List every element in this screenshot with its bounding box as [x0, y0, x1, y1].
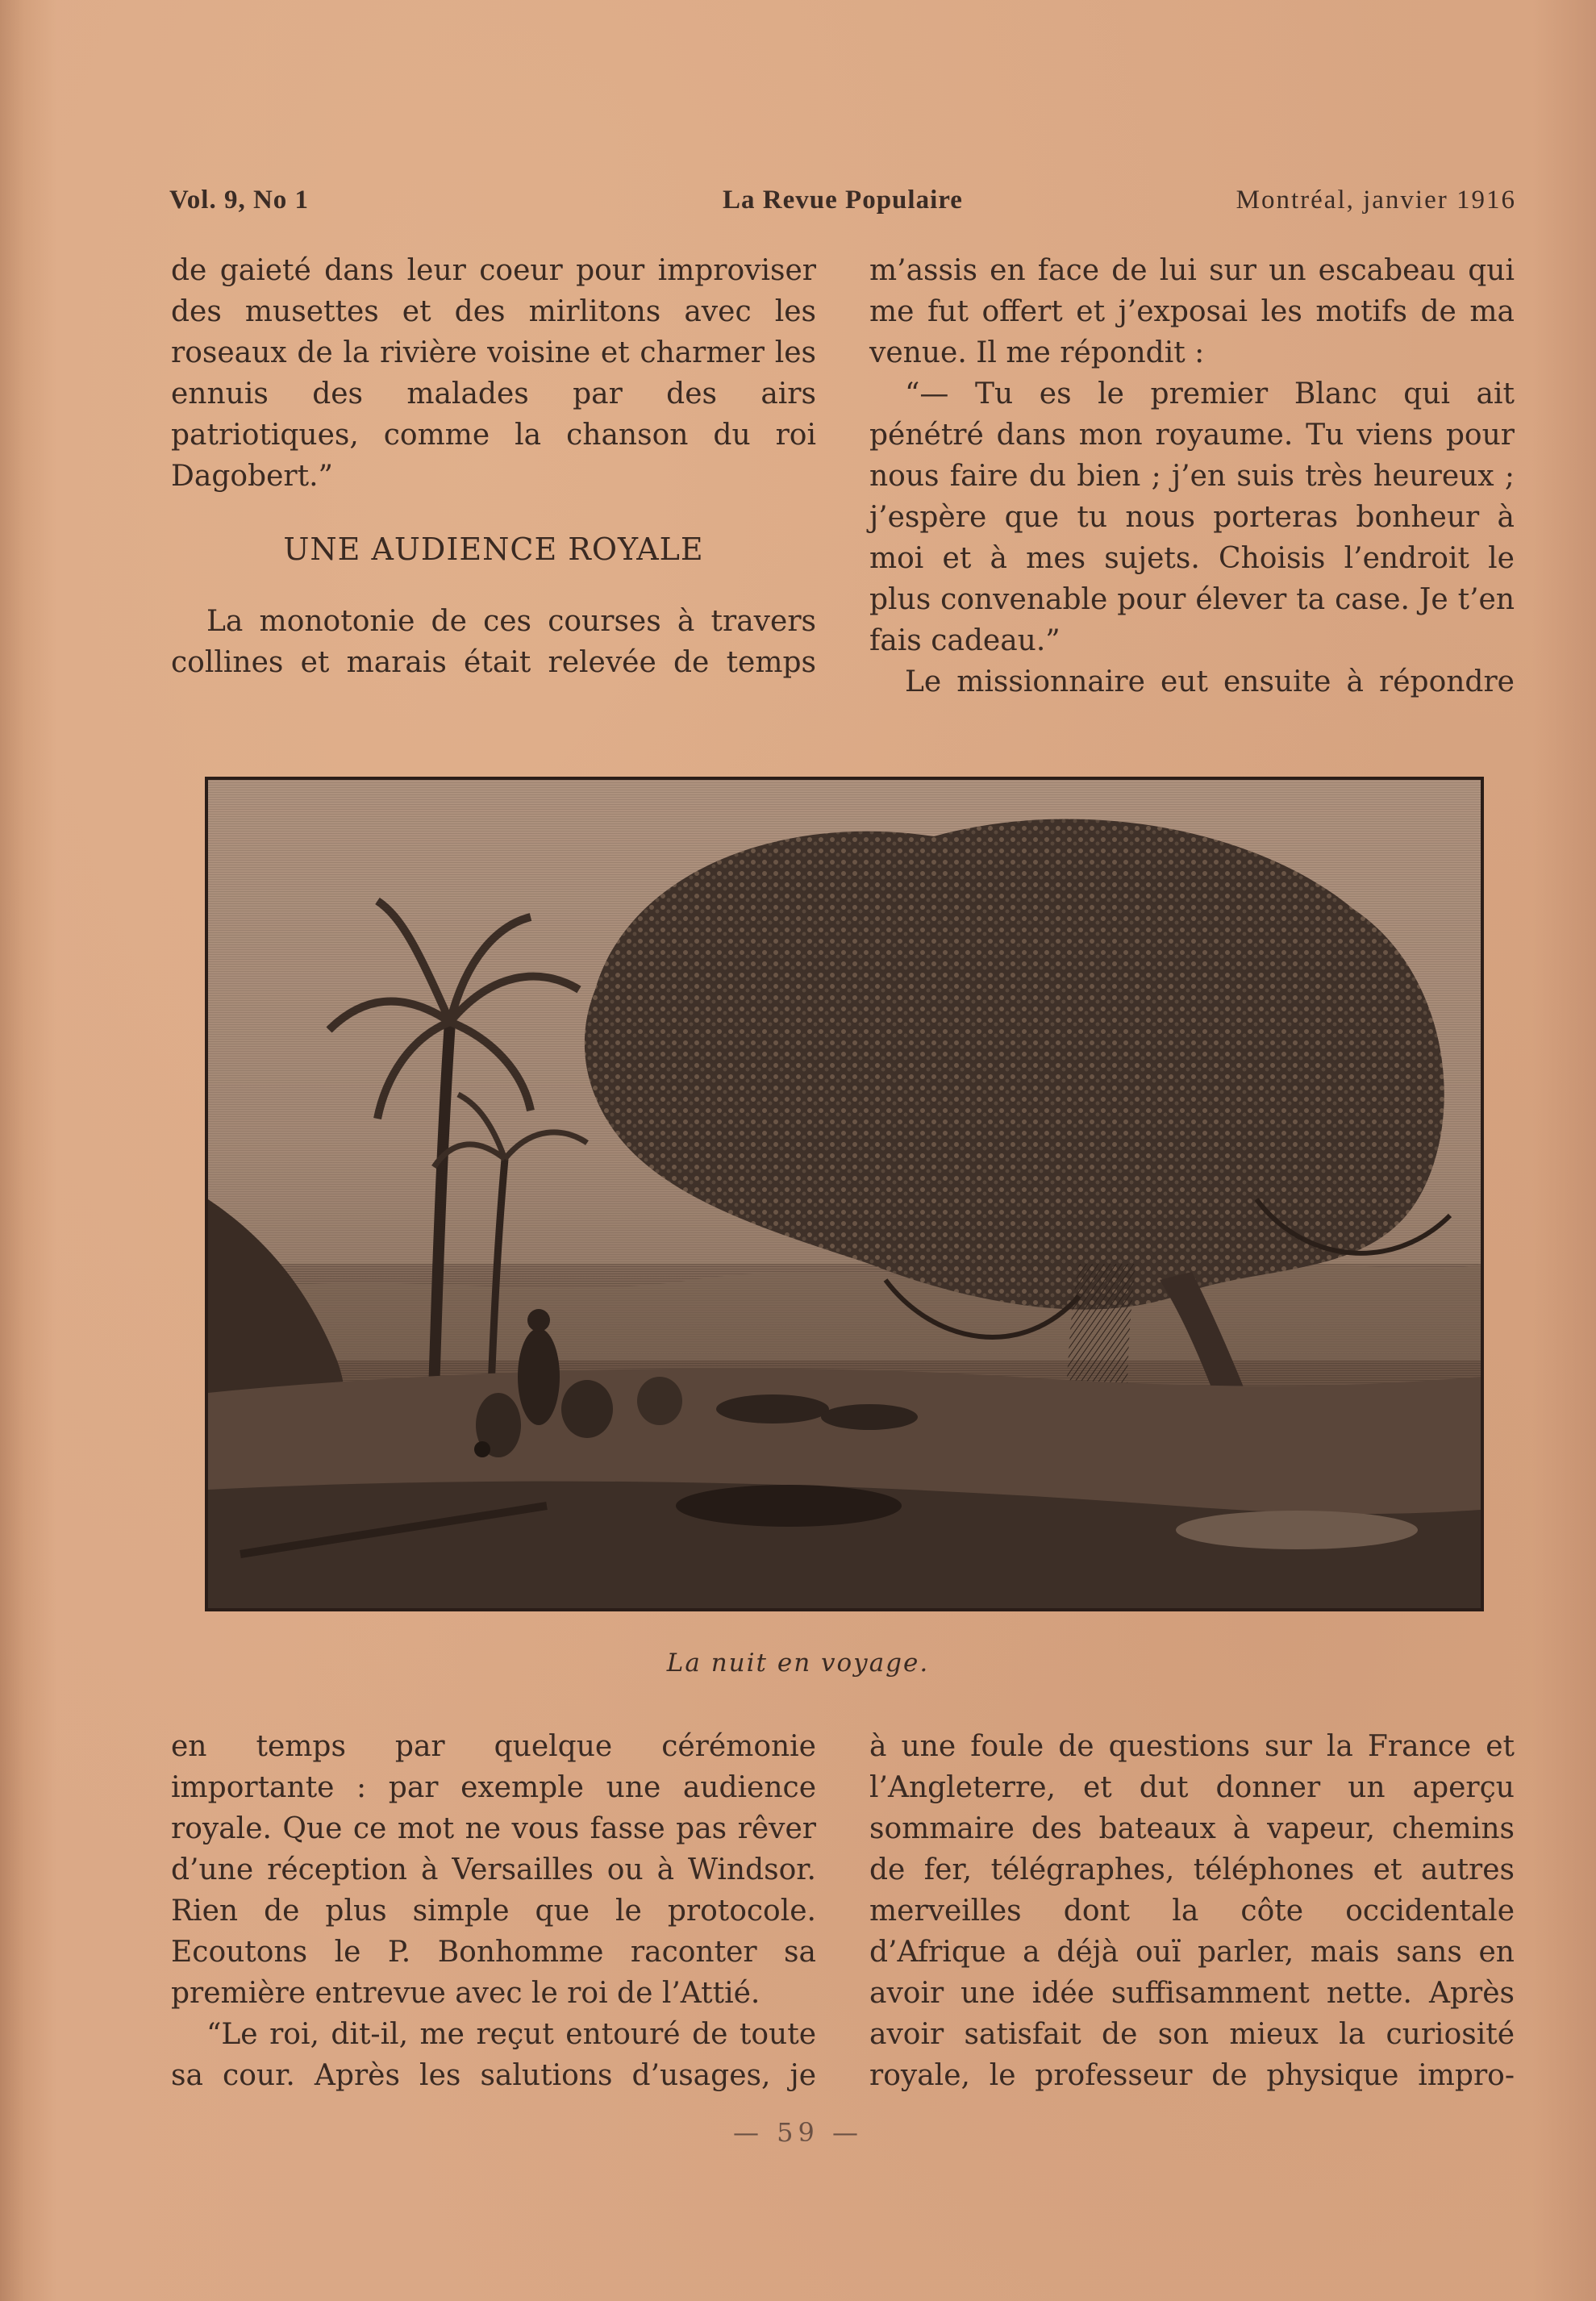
volume-number: Vol. 9, No 1: [169, 185, 310, 215]
place-date: Montréal, janvier 1916: [1236, 185, 1516, 215]
paragraph: de gaieté dans leur coeur pour improviser des musettes et des mirlitons avec les roseaux de la rivière voisine et charmer les ennuis des malades par des airs patriotiques, comme la chanson du roi Dagobert.”: [171, 254, 816, 493]
column-bottom-right: [869, 1726, 1515, 2096]
paragraph: m’assis en face de lui sur un escabeau qui me fut offert et j’exposai les motifs de ma venue. Il me répondit :: [869, 254, 1515, 369]
column-top-right: [869, 250, 1515, 702]
paragraph: “— Tu es le premier Blanc qui ait pénétré dans mon royaume. Tu viens pour nous faire du bien ; j’en suis très heureux ; j’espère que tu nous porteras bonheur à moi et à mes sujets. Choisis l’endroit le plus convenable pour élever ta case. Je t’en fais cadeau.”: [869, 377, 1515, 657]
paragraph: en temps par quelque cérémonie importante : par exemple une audience royale. Que ce mot ne vous fasse pas rêver d’une réception à Versailles ou à Windsor. Rien de plus simple que le protocole. Ecoutons le P. Bonhomme raconter sa première entrevue avec le roi de l’Attié.: [171, 1730, 816, 2010]
section-heading: UNE AUDIENCE ROYALE: [283, 531, 704, 567]
running-header: [169, 185, 1516, 226]
paragraph: Le missionnaire eut ensuite à répondre: [905, 665, 1515, 698]
column-bottom-left: [171, 1726, 816, 2096]
illustration-caption: La nuit en voyage.: [666, 1649, 930, 1678]
paragraph: “Le roi, dit-il, me reçut entouré de toute sa cour. Après les salutions d’usages, je: [171, 2018, 816, 2092]
column-top-left: [171, 250, 816, 683]
page-number: — 59 —: [732, 2117, 864, 2148]
paragraph: La monotonie de ces courses à travers collines et marais était relevée de temps: [171, 605, 816, 679]
publication-title: La Revue Populaire: [723, 185, 963, 215]
night-camp-scene: [208, 780, 1481, 1608]
paragraph: à une foule de questions sur la France et l’Angleterre, et dut donner un aperçu sommaire des bateaux à vapeur, chemins de fer, télégraphes, téléphones et autres merveilles dont la côte occidentale d’Afrique a déjà ouï parler, mais sans en avoir une idée suffisamment nette. Après avoir satisfait de son mieux la curiosité royale, le professeur de physique impro-: [869, 1730, 1515, 2092]
engraving-illustration: [205, 777, 1484, 1611]
